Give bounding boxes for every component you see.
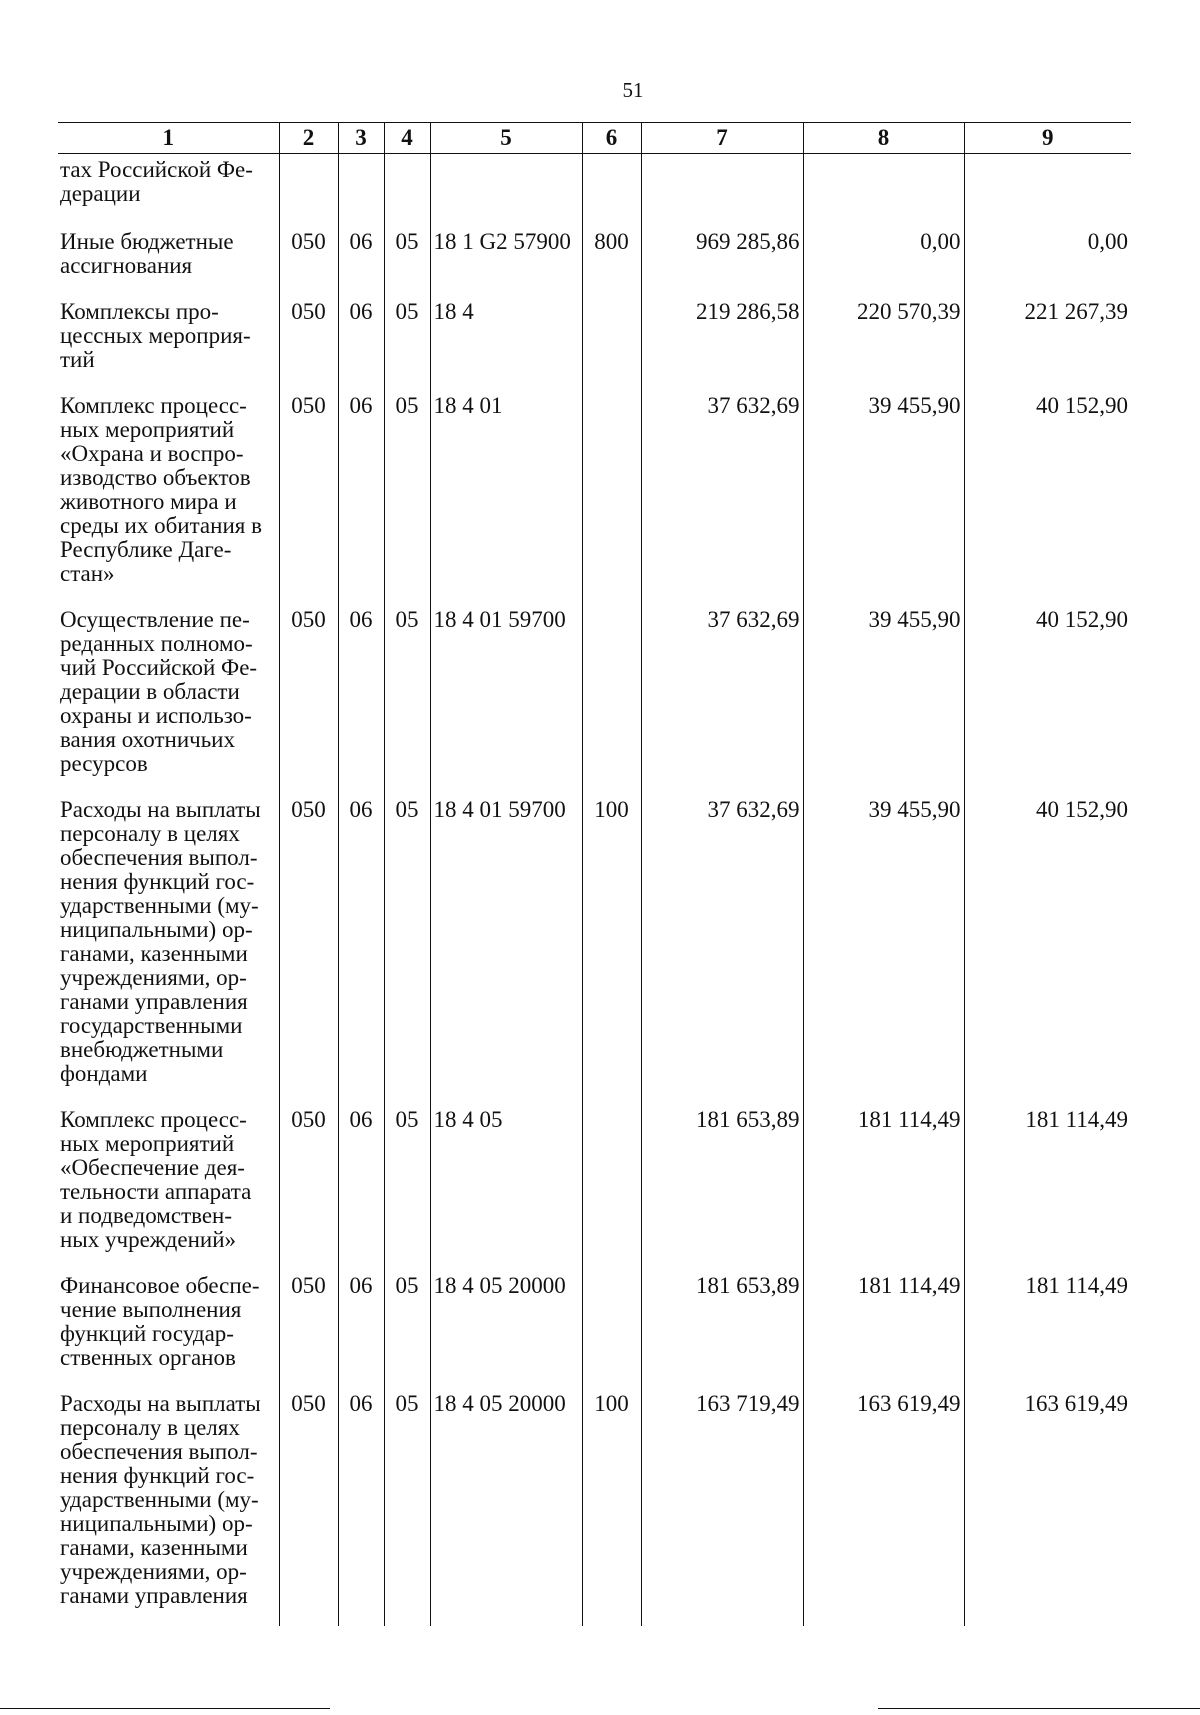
cell-name-line: «Охрана и воспро- — [60, 441, 244, 466]
table-row — [58, 1104, 1131, 1270]
cell-subsection — [384, 154, 430, 225]
cell-expense-type: 800 — [582, 224, 641, 296]
cell-subsection: 05 — [384, 390, 430, 604]
cell-name — [58, 390, 279, 604]
header-col-2: 2 — [279, 123, 338, 154]
cell-amount-year-3: 221 267,39 — [964, 296, 1131, 390]
cell-name-line: Расходы на выплаты — [60, 1391, 261, 1416]
cell-admin-code — [279, 154, 338, 225]
cell-amount-year-3: 40 152,90 — [964, 794, 1131, 1104]
cell-amount-year-3: 181 114,49 — [964, 1270, 1131, 1388]
cell-name-line: цессных мероприя- — [60, 323, 251, 348]
cell-target-article: 18 4 05 20000 — [430, 1270, 582, 1388]
cell-expense-type — [582, 390, 641, 604]
header-col-1: 1 — [58, 123, 279, 154]
cell-name-line: ниципальными) ор- — [60, 917, 253, 942]
cell-name-line: тий — [60, 347, 95, 372]
cell-amount-year-1 — [641, 154, 803, 225]
cell-section: 06 — [338, 390, 384, 604]
table-row — [58, 154, 1131, 225]
table-row — [58, 296, 1131, 390]
cell-name — [58, 604, 279, 794]
cell-name-line: «Обеспечение дея- — [60, 1155, 245, 1180]
cell-name-line: и подведомствен- — [60, 1203, 233, 1228]
cell-expense-type: 100 — [582, 794, 641, 1104]
cell-name-line: стан» — [60, 561, 115, 586]
header-col-5: 5 — [430, 123, 582, 154]
cell-name-line: ударственными (му- — [60, 1487, 259, 1512]
cell-amount-year-1: 969 285,86 — [641, 224, 803, 296]
cell-name — [58, 794, 279, 1104]
cell-amount-year-1: 163 719,49 — [641, 1388, 803, 1626]
cell-name-line: вания охотничьих — [60, 727, 235, 752]
cell-target-article: 18 4 01 — [430, 390, 582, 604]
cell-name-line: фондами — [60, 1061, 148, 1086]
cell-admin-code: 050 — [279, 296, 338, 390]
cell-subsection: 05 — [384, 224, 430, 296]
cell-subsection: 05 — [384, 1388, 430, 1626]
cell-name — [58, 296, 279, 390]
header-col-3: 3 — [338, 123, 384, 154]
cell-name-line: Комплекс процесс- — [60, 393, 247, 418]
header-col-6: 6 — [582, 123, 641, 154]
cell-amount-year-3: 0,00 — [964, 224, 1131, 296]
cell-name-line: ганами управления — [60, 1583, 248, 1608]
header-col-9: 9 — [964, 123, 1131, 154]
cell-subsection: 05 — [384, 604, 430, 794]
cell-subsection: 05 — [384, 1270, 430, 1388]
header-col-7: 7 — [641, 123, 803, 154]
cell-amount-year-1: 181 653,89 — [641, 1104, 803, 1270]
footer-rule-right — [878, 1708, 1200, 1709]
cell-admin-code: 050 — [279, 1388, 338, 1626]
cell-admin-code: 050 — [279, 604, 338, 794]
cell-amount-year-3: 40 152,90 — [964, 604, 1131, 794]
cell-expense-type — [582, 604, 641, 794]
budget-table — [58, 122, 1131, 1626]
cell-subsection: 05 — [384, 296, 430, 390]
header-col-8: 8 — [803, 123, 964, 154]
cell-target-article: 18 4 05 — [430, 1104, 582, 1270]
cell-section: 06 — [338, 794, 384, 1104]
cell-name-line: нения функций гос- — [60, 869, 255, 894]
footer-rule-left — [0, 1708, 330, 1709]
cell-section: 06 — [338, 224, 384, 296]
cell-admin-code: 050 — [279, 1270, 338, 1388]
cell-name-line: дерации — [60, 181, 141, 206]
cell-expense-type: 100 — [582, 1388, 641, 1626]
cell-subsection: 05 — [384, 1104, 430, 1270]
cell-name-line: обеспечения выпол- — [60, 1439, 258, 1464]
cell-name-line: ных мероприятий — [60, 417, 235, 442]
cell-name-line: чение выполнения — [60, 1297, 242, 1322]
cell-amount-year-3: 163 619,49 — [964, 1388, 1131, 1626]
cell-amount-year-1: 37 632,69 — [641, 604, 803, 794]
cell-expense-type — [582, 1104, 641, 1270]
cell-expense-type — [582, 296, 641, 390]
cell-name-line: ных учреждений» — [60, 1227, 237, 1252]
cell-amount-year-2: 220 570,39 — [803, 296, 964, 390]
cell-name-line: охраны и использо- — [60, 703, 252, 728]
cell-name-line: персоналу в целях — [60, 1415, 240, 1440]
cell-amount-year-3 — [964, 154, 1131, 225]
cell-target-article: 18 4 01 59700 — [430, 794, 582, 1104]
table-body — [58, 154, 1131, 1627]
cell-admin-code: 050 — [279, 794, 338, 1104]
cell-name-line: Республике Даге- — [60, 537, 232, 562]
cell-name-line: функций государ- — [60, 1321, 234, 1346]
cell-name — [58, 154, 279, 225]
cell-target-article — [430, 154, 582, 225]
cell-name-line: учреждениями, ор- — [60, 965, 247, 990]
cell-section — [338, 154, 384, 225]
cell-name-line: ных мероприятий — [60, 1131, 235, 1156]
cell-section: 06 — [338, 604, 384, 794]
header-row — [58, 123, 1131, 154]
cell-admin-code: 050 — [279, 224, 338, 296]
cell-name-line: ганами управления — [60, 989, 248, 1014]
cell-name-line: чий Российской Фе- — [60, 655, 258, 680]
cell-amount-year-2: 181 114,49 — [803, 1270, 964, 1388]
cell-admin-code: 050 — [279, 1104, 338, 1270]
cell-name-line: ганами, казенными — [60, 1535, 248, 1560]
cell-amount-year-2 — [803, 154, 964, 225]
table-row — [58, 1388, 1131, 1626]
cell-name-line: государственными — [60, 1013, 243, 1038]
cell-name — [58, 1388, 279, 1626]
cell-section: 06 — [338, 1270, 384, 1388]
cell-name-line: Финансовое обеспе- — [60, 1273, 260, 1298]
cell-name-line: ударственными (му- — [60, 893, 259, 918]
cell-section: 06 — [338, 1104, 384, 1270]
cell-name-line: дерации в области — [60, 679, 240, 704]
cell-name-line: тельности аппарата — [60, 1179, 252, 1204]
cell-section: 06 — [338, 296, 384, 390]
cell-name-line: Комплексы про- — [60, 299, 219, 324]
cell-name-line: тах Российской Фе- — [60, 157, 253, 182]
cell-expense-type — [582, 154, 641, 225]
cell-amount-year-1: 37 632,69 — [641, 390, 803, 604]
cell-name-line: реданных полномо- — [60, 631, 253, 656]
cell-name-line: внебюджетными — [60, 1037, 224, 1062]
cell-name-line: ганами, казенными — [60, 941, 248, 966]
cell-amount-year-1: 181 653,89 — [641, 1270, 803, 1388]
cell-target-article: 18 4 05 20000 — [430, 1388, 582, 1626]
cell-name-line: животного мира и — [60, 489, 237, 514]
cell-name-line: нения функций гос- — [60, 1463, 255, 1488]
cell-amount-year-1: 219 286,58 — [641, 296, 803, 390]
cell-admin-code: 050 — [279, 390, 338, 604]
cell-name-line: изводство объектов — [60, 465, 251, 490]
cell-name — [58, 1270, 279, 1388]
cell-subsection: 05 — [384, 794, 430, 1104]
cell-amount-year-3: 181 114,49 — [964, 1104, 1131, 1270]
cell-expense-type — [582, 1270, 641, 1388]
cell-name-line: ресурсов — [60, 751, 148, 776]
table-row — [58, 794, 1131, 1104]
cell-name-line: обеспечения выпол- — [60, 845, 258, 870]
cell-amount-year-2: 181 114,49 — [803, 1104, 964, 1270]
cell-amount-year-3: 40 152,90 — [964, 390, 1131, 604]
cell-section: 06 — [338, 1388, 384, 1626]
cell-name-line: Комплекс процесс- — [60, 1107, 247, 1132]
cell-amount-year-1: 37 632,69 — [641, 794, 803, 1104]
cell-amount-year-2: 0,00 — [803, 224, 964, 296]
cell-name-line: Осуществление пе- — [60, 607, 250, 632]
cell-target-article: 18 4 01 59700 — [430, 604, 582, 794]
header-col-4: 4 — [384, 123, 430, 154]
cell-amount-year-2: 39 455,90 — [803, 390, 964, 604]
cell-name-line: ственных органов — [60, 1345, 236, 1370]
table-row — [58, 604, 1131, 794]
cell-name-line: учреждениями, ор- — [60, 1559, 247, 1584]
cell-name — [58, 1104, 279, 1270]
cell-name-line: ниципальными) ор- — [60, 1511, 253, 1536]
cell-target-article: 18 4 — [430, 296, 582, 390]
cell-target-article: 18 1 G2 57900 — [430, 224, 582, 296]
cell-amount-year-2: 39 455,90 — [803, 604, 964, 794]
cell-name-line: среды их обитания в — [60, 513, 262, 538]
table-row — [58, 390, 1131, 604]
cell-amount-year-2: 163 619,49 — [803, 1388, 964, 1626]
table-row — [58, 1270, 1131, 1388]
page-number: 51 — [622, 78, 644, 102]
cell-name-line: Иные бюджетные — [60, 229, 234, 254]
cell-name-line: персоналу в целях — [60, 821, 240, 846]
cell-amount-year-2: 39 455,90 — [803, 794, 964, 1104]
cell-name-line: ассигнования — [60, 253, 193, 278]
cell-name — [58, 224, 279, 296]
table-row — [58, 224, 1131, 296]
cell-name-line: Расходы на выплаты — [60, 797, 261, 822]
